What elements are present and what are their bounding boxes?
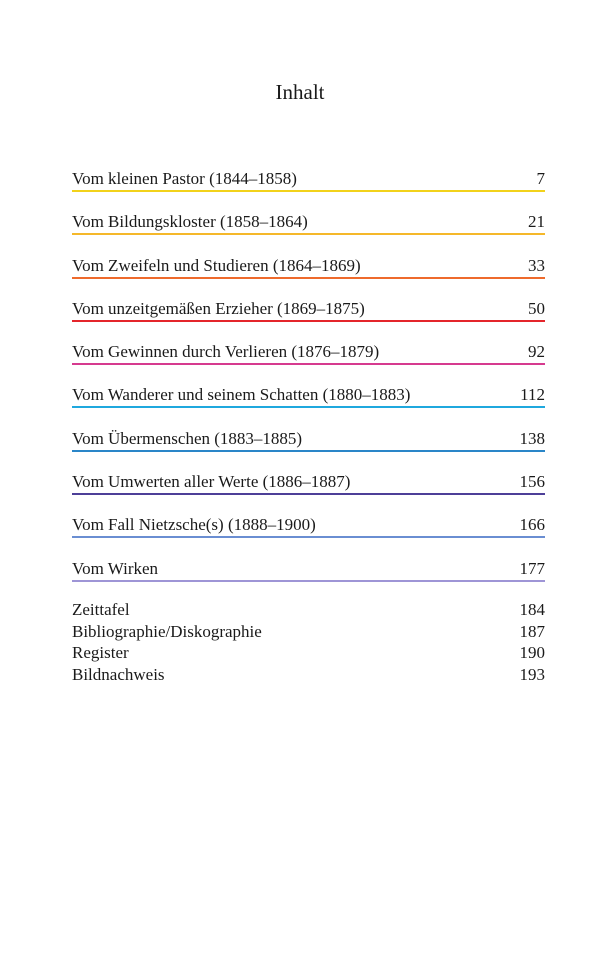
toc-entry-page: 112: [520, 385, 545, 405]
toc-entry-page: 138: [519, 428, 545, 448]
toc-entry-rule: [72, 493, 545, 495]
toc-entry-rule: [72, 363, 545, 365]
toc-entry[interactable]: [72, 166, 545, 209]
toc-entry-page: 156: [519, 472, 545, 492]
appendix-entry[interactable]: [72, 621, 545, 643]
toc-entry[interactable]: [72, 253, 545, 296]
toc-entry-rule: [72, 536, 545, 538]
toc-entry-rule: [72, 406, 545, 408]
toc-entry[interactable]: [72, 426, 545, 469]
toc-entry-title: Vom kleinen Pastor (1844–1858): [72, 169, 297, 188]
toc-entry-rule: [72, 277, 545, 279]
appendix-entry-title: Zeittafel: [72, 600, 130, 619]
toc-entry-rule: [72, 450, 545, 452]
toc-entry-rule: [72, 190, 545, 192]
toc-entry-page: 92: [528, 342, 545, 362]
toc-entry[interactable]: [72, 556, 545, 599]
toc-entry-rule: [72, 320, 545, 322]
appendix-entry-title: Bibliographie/Diskographie: [72, 621, 262, 641]
page-title: Inhalt: [275, 80, 325, 104]
toc-entry-page: 166: [519, 515, 545, 535]
appendix-list: [72, 599, 545, 686]
appendix-entry-page: 184: [519, 600, 545, 619]
toc-entry-title: Vom Übermenschen (1883–1885): [72, 428, 303, 448]
toc-entry-title: Vom Zweifeln und Studieren (1864–1869): [72, 255, 361, 275]
toc-entry-page: 177: [519, 558, 545, 578]
toc-entry-title: Vom Wirken: [72, 558, 159, 578]
toc-entry-title: Vom Bildungskloster (1858–1864): [72, 212, 308, 232]
toc-entry-rule: [72, 233, 545, 235]
appendix-entry-title: Bildnachweis: [72, 665, 165, 685]
toc-entry-title: Vom Wanderer und seinem Schatten (1880–1883): [72, 385, 411, 405]
appendix-entry[interactable]: [72, 599, 545, 621]
toc-entry[interactable]: [72, 339, 545, 382]
appendix-entry-page: 190: [519, 643, 545, 663]
appendix-entry-title: Register: [72, 643, 129, 663]
toc-entry[interactable]: [72, 296, 545, 339]
toc-entry-title: Vom unzeitgemäßen Erzieher (1869–1875): [72, 298, 365, 318]
chapter-list: [72, 166, 545, 599]
toc-entry[interactable]: [72, 209, 545, 252]
appendix-entry[interactable]: [72, 664, 545, 686]
toc-entry[interactable]: [72, 512, 545, 555]
appendix-entry-page: 193: [519, 665, 545, 685]
toc-entry-title: Vom Fall Nietzsche(s) (1888–1900): [72, 515, 316, 535]
toc-entry-page: 50: [528, 298, 545, 318]
toc-entry-page: 33: [528, 255, 545, 275]
appendix-entry[interactable]: [72, 642, 545, 664]
toc-entry[interactable]: [72, 382, 545, 425]
toc-entry-title: Vom Umwerten aller Werte (1886–1887): [72, 472, 351, 492]
toc-entry-title: Vom Gewinnen durch Verlieren (1876–1879): [72, 342, 380, 362]
toc-entry[interactable]: [72, 469, 545, 512]
appendix-entry-page: 187: [519, 621, 545, 641]
toc-entry-page: 21: [528, 212, 545, 232]
toc-entry-rule: [72, 580, 545, 582]
toc-entry-page: 7: [536, 169, 545, 188]
